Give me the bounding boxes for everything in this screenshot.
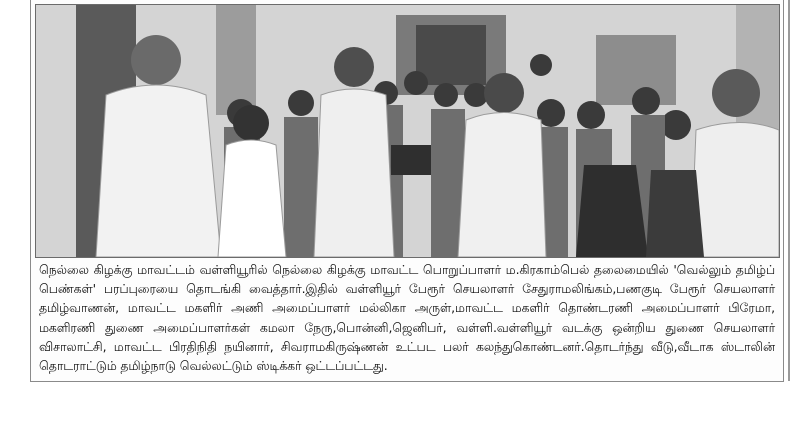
news-clipping xyxy=(30,0,784,382)
group-photo-illustration xyxy=(36,5,779,257)
caption-text: நெல்லை கிழக்கு மாவட்டம் வள்ளியூரில் நெல்லை கிழக்கு மாவட்ட பொறுப்பாளர் ம.கிரகாம்பெல் தலைமையில் 'வெல்லும் தமிழ்ப் பெண்கள்' பரப்புரையை தொடங்கி வைத்தார்.இதில் வள்ளியூர் பேரூர் செயலாளர் சேதுராமலிங்கம்,பணகுடி பேரூர் செயலாளர் தமிழ்வாணன், மாவட்ட மகளிர் அணி அமைப்பாளர் மல்லிகா அருள்,மாவட்ட மகளிர் தொண்டரணி அமைப்பாளர் பிரேமா, மகளிரணி துணை அமைப்பாளர்கள் கமலா நேரு,பொன்னி,ஜெனிபர், வள்ளி.வள்ளியூர் வடக்கு ஒன்றிய துணை செயலாளர் விசாலாட்சி, மாவட்ட பிரதிநிதி நயினார், சிவராமகிருஷ்ணன் உட்பட பலர் கலந்துகொண்டனர்.தொடர்ந்து வீடு,வீடாக ஸ்டாலின் தொடராட்டும் தமிழ்நாடு வெல்லட்டும் ஸ்டிக்கர் ஒட்டப்பட்டது. xyxy=(39,262,775,374)
photo-caption xyxy=(39,260,775,375)
news-photo xyxy=(35,4,780,258)
column-divider xyxy=(788,0,790,381)
